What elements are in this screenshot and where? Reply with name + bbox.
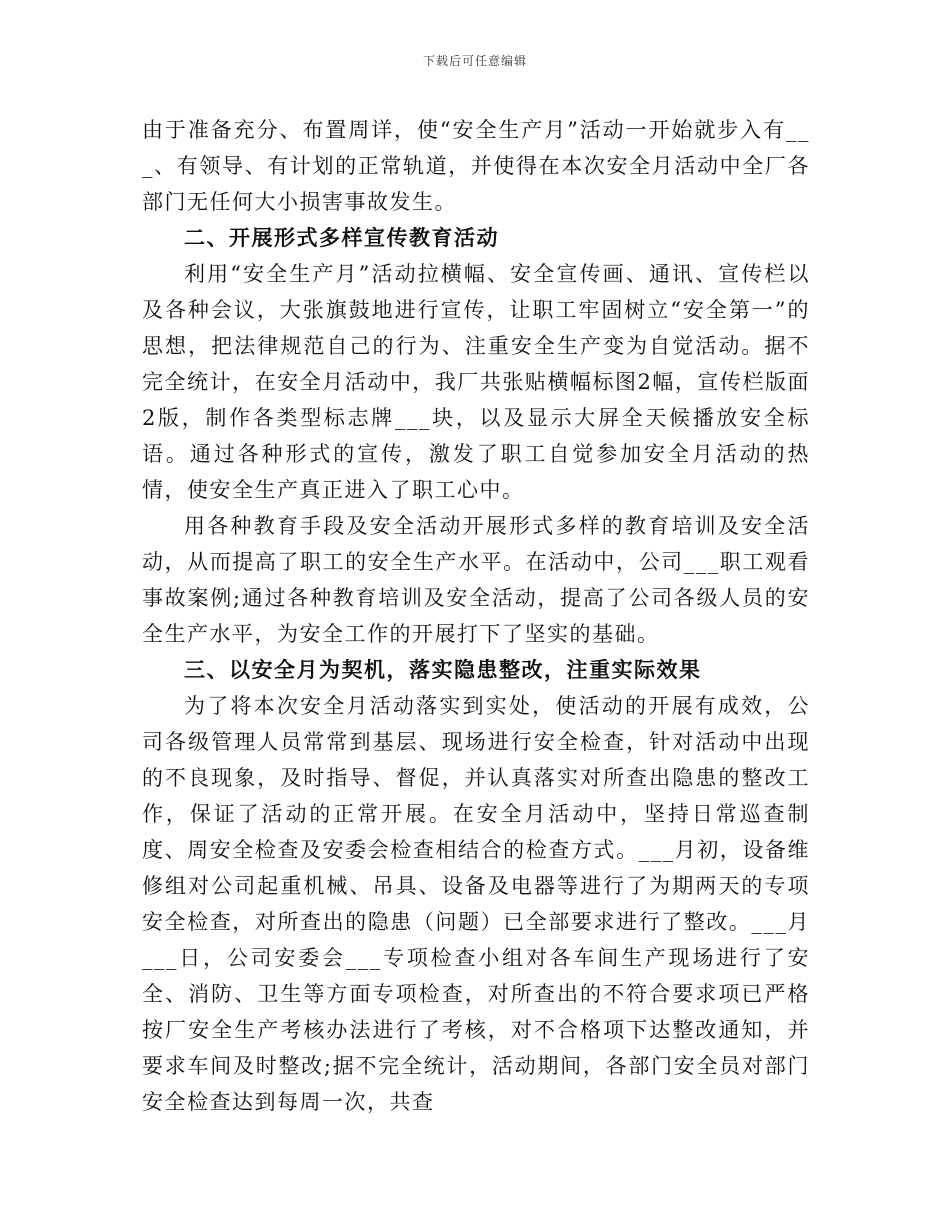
paragraph-3: 用各种教育手段及安全活动开展形式多样的教育培训及安全活动，从而提高了职工的安全生产水平。在活动中，公司___职工观看事故案例;通过各种教育培训及安全活动，提高了公司各级人员的安全生产水平，为安全工作的开展打下了坚实的基础。: [142, 514, 810, 646]
document-body: [142, 112, 810, 1120]
section-heading-2: 二、开展形式多样宣传教育活动: [184, 225, 499, 250]
paragraph-1: 由于准备充分、布置周详，使“安全生产月”活动一开始就步入有___、有领导、有计划的正常轨道，并使得在本次安全月活动中全厂各部门无任何大小损害事故发生。: [142, 118, 810, 214]
paragraph-2: 利用“安全生产月”活动拉横幅、安全宣传画、通讯、宣传栏以及各种会议，大张旗鼓地进行宣传，让职工牢固树立“安全第一”的思想，把法律规范自己的行为、注重安全生产变为自觉活动。据不完全统计，在安全月活动中，我厂共张贴横幅标图2幅，宣传栏版面2版，制作各类型标志牌___块，以及显示大屏全天候播放安全标语。通过各种形式的宣传，激发了职工自觉参加安全月活动的热情，使安全生产真正进入了职工心中。: [142, 262, 810, 502]
header-note: 下载后可任意编辑: [422, 54, 527, 68]
paragraph-4: 为了将本次安全月活动落实到实处，使活动的开展有成效，公司各级管理人员常常到基层、现场进行安全检查，针对活动中出现的不良现象，及时指导、督促，并认真落实对所查出隐患的整改工作，保证了活动的正常开展。在安全月活动中，坚持日常巡查制度、周安全检查及安委会检查相结合的检查方式。___月初，设备维修组对公司起重机械、吊具、设备及电器等进行了为期两天的专项安全检查，对所查出的隐患（问题）已全部要求进行了整改。___月___日，公司安委会___专项检查小组对各车间生产现场进行了安全、消防、卫生等方面专项检查，对所查出的不符合要求项已严格按厂安全生产考核办法进行了考核，对不合格项下达整改通知，并要求车间及时整改;据不完全统计，活动期间，各部门安全员对部门安全检查达到每周一次，共查: [142, 694, 810, 1114]
section-heading-3: 三、以安全月为契机，落实隐患整改，注重实际效果: [184, 657, 702, 682]
